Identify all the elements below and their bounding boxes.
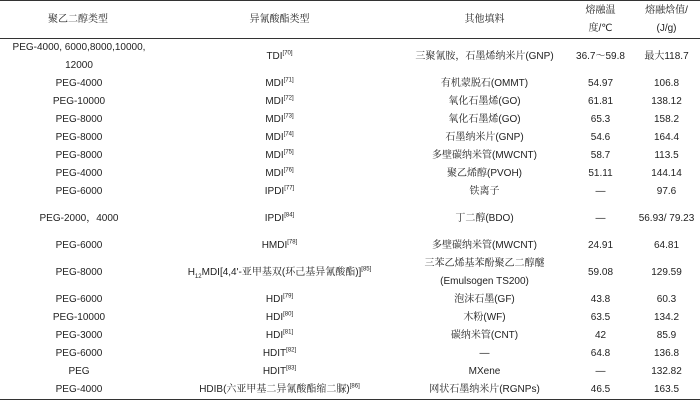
cell-polyol: PEG-8000 — [55, 132, 103, 143]
header-polyol: 聚乙二醇类型 — [0, 1, 158, 39]
cell-polyol: PEG-6000 — [55, 240, 103, 251]
cell-isocyanate — [158, 39, 401, 76]
isocyanate-name: MDI — [265, 78, 284, 89]
cell-enthalpy: 163.5 — [633, 381, 700, 400]
table-row — [0, 327, 700, 345]
reference-marker: [80] — [283, 311, 294, 318]
cell-filler: 铁离子 — [469, 186, 500, 197]
header-enthalpy-line1: 熔融焓值/ — [645, 4, 688, 16]
cell-melting-temp: 64.8 — [590, 348, 611, 359]
cell-polyol: PEG-2000，4000 — [39, 213, 119, 224]
isocyanate-name: HDIT — [262, 366, 287, 377]
cell-isocyanate — [158, 183, 401, 201]
isocyanate-name: H — [187, 267, 195, 278]
table-row — [0, 237, 700, 255]
cell-polyol: PEG-8000 — [55, 150, 103, 161]
cell-filler: 泡沫石墨(GF) — [454, 294, 515, 305]
cell-polyol: PEG-3000 — [55, 330, 103, 341]
cell-enthalpy: 136.8 — [653, 348, 680, 359]
reference-marker: [75] — [283, 149, 294, 156]
cell-filler: 三聚氰胺，石墨烯纳米片(GNP) — [415, 51, 554, 62]
cell-melting-temp: 36.7～59.8 — [576, 51, 625, 62]
cell-polyol: PEG — [68, 366, 90, 377]
cell-melting-temp: 43.8 — [590, 294, 611, 305]
table-row — [0, 381, 700, 400]
cell-polyol: PEG-6000 — [55, 348, 103, 359]
cell-isocyanate — [158, 93, 401, 111]
table-row — [0, 39, 700, 76]
cell-melting-temp: 54.97 — [587, 78, 614, 89]
cell-isocyanate — [158, 345, 401, 363]
cell-polyol: PEG-10000 — [52, 96, 106, 107]
isocyanate-name: MDI — [265, 96, 284, 107]
reference-marker: [73] — [283, 113, 294, 120]
cell-melting-temp: 58.7 — [590, 150, 611, 161]
reference-marker: [85] — [361, 266, 372, 273]
isocyanate-name: MDI — [265, 132, 284, 143]
cell-melting-temp: — — [595, 186, 606, 197]
cell-polyol: PEG-10000 — [52, 312, 106, 323]
cell-filler: — — [479, 348, 490, 359]
table-row — [0, 165, 700, 183]
cell-filler: 有机蒙脱石(OMMT) — [440, 78, 529, 89]
cell-filler: 氧化石墨烯(GO) — [448, 96, 521, 107]
cell-enthalpy: 85.9 — [656, 330, 677, 341]
cell-isocyanate — [158, 147, 401, 165]
cell-enthalpy: 106.8 — [653, 78, 680, 89]
header-enthalpy-line2: (J/g) — [656, 22, 677, 34]
cell-polyol: PEG-6000 — [55, 294, 103, 305]
cell-isocyanate — [158, 327, 401, 345]
header-melting-temp-line1: 熔融温 — [585, 4, 616, 16]
cell-polyol: PEG-4000 — [55, 168, 103, 179]
reference-marker: [83] — [286, 365, 297, 372]
cell-filler: 氧化石墨烯(GO) — [448, 114, 521, 125]
table-row — [0, 111, 700, 129]
header-isocyanate: 异氰酸酯类型 — [158, 1, 401, 39]
cell-melting-temp: 54.6 — [590, 132, 611, 143]
table-row — [0, 291, 700, 309]
cell-enthalpy: 144.14 — [651, 168, 682, 179]
cell-filler: 三苯乙烯基苯酚聚乙二醇醚 (Emulsogen TS200) — [424, 258, 545, 287]
cell-isocyanate — [158, 291, 401, 309]
table-row — [0, 201, 700, 237]
cell-enthalpy: 134.2 — [653, 312, 680, 323]
reference-marker: [79] — [283, 293, 294, 300]
header-melting-temp-line2: 度/℃ — [588, 22, 613, 34]
reference-marker: [71] — [283, 77, 294, 84]
isocyanate-name: HMDI — [261, 240, 288, 251]
cell-isocyanate — [158, 363, 401, 381]
cell-polyol: PEG-8000 — [55, 114, 103, 125]
cell-filler: 聚乙烯醇(PVOH) — [447, 168, 522, 179]
reference-marker: [72] — [283, 95, 294, 102]
cell-enthalpy: 132.82 — [651, 366, 682, 377]
cell-isocyanate — [158, 129, 401, 147]
cell-isocyanate — [158, 237, 401, 255]
reference-marker: [81] — [283, 329, 294, 336]
cell-filler: MXene — [468, 366, 501, 377]
reference-marker: [70] — [282, 50, 293, 57]
isocyanate-name-rest: MDI[4,4'-亚甲基双(环己基异氰酸酯)] — [201, 267, 362, 278]
cell-melting-temp: 46.5 — [568, 381, 633, 400]
isocyanate-name: MDI — [265, 114, 284, 125]
header-row — [0, 1, 700, 39]
cell-enthalpy: 138.12 — [651, 96, 682, 107]
cell-enthalpy: 60.3 — [656, 294, 677, 305]
reference-marker: [86] — [349, 383, 360, 390]
cell-enthalpy: 56.93/ 79.23 — [638, 213, 695, 224]
cell-polyol: PEG-8000 — [55, 267, 103, 278]
cell-enthalpy: 最大118.7 — [644, 51, 689, 62]
isocyanate-name: HDI — [265, 294, 284, 305]
isocyanate-name: MDI — [265, 150, 284, 161]
cell-melting-temp: — — [595, 213, 606, 224]
reference-marker: [78] — [287, 239, 298, 246]
reference-marker: [77] — [284, 185, 295, 192]
cell-melting-temp: 42 — [594, 330, 607, 341]
cell-isocyanate — [158, 309, 401, 327]
table-row — [0, 309, 700, 327]
header-melting-temp — [568, 1, 633, 39]
table-row — [0, 363, 700, 381]
cell-filler: 木粉(WF) — [463, 312, 506, 323]
cell-filler: 石墨纳米片(GNP) — [445, 132, 524, 143]
cell-enthalpy: 113.5 — [654, 150, 679, 161]
isocyanate-name: HDIB(六亚甲基二异氰酸酯缩二脲) — [199, 384, 350, 395]
isocyanate-name: HDI — [265, 330, 284, 341]
isocyanate-name: MDI — [265, 168, 284, 179]
header-filler: 其他填料 — [401, 1, 568, 39]
isocyanate-name: IPDI — [264, 213, 285, 224]
cell-isocyanate — [158, 381, 401, 400]
cell-enthalpy: 64.81 — [653, 240, 680, 251]
cell-isocyanate — [158, 201, 401, 237]
cell-polyol: PEG-4000, 6000,8000,10000, 12000 — [12, 42, 146, 71]
table-row — [0, 183, 700, 201]
header-enthalpy — [633, 1, 700, 39]
cell-filler: 多壁碳纳米管(MWCNT) — [432, 150, 537, 161]
table-row — [0, 93, 700, 111]
cell-melting-temp: 51.11 — [588, 168, 613, 179]
cell-filler: 碳纳米管(CNT) — [450, 330, 519, 341]
reference-marker: [74] — [283, 131, 294, 138]
cell-enthalpy: 158.2 — [653, 114, 680, 125]
isocyanate-name: HDI — [265, 312, 284, 323]
table-row — [0, 129, 700, 147]
table-body — [0, 39, 700, 400]
cell-enthalpy: 97.6 — [656, 186, 677, 197]
reference-marker: [84] — [284, 212, 295, 219]
cell-isocyanate — [158, 255, 401, 291]
cell-enthalpy: 129.59 — [651, 267, 682, 278]
cell-filler: 丁二醇(BDO) — [455, 213, 514, 224]
cell-enthalpy: 164.4 — [653, 132, 680, 143]
cell-polyol: PEG-4000 — [0, 381, 158, 400]
cell-melting-temp: 59.08 — [587, 267, 614, 278]
cell-melting-temp: 61.81 — [587, 96, 614, 107]
isocyanate-name: IPDI — [264, 186, 285, 197]
table-row — [0, 75, 700, 93]
cell-isocyanate — [158, 111, 401, 129]
cell-isocyanate — [158, 75, 401, 93]
reference-marker: [82] — [286, 347, 297, 354]
isocyanate-name: HDIT — [262, 348, 287, 359]
table-row — [0, 255, 700, 291]
isocyanate-name: TDI — [266, 51, 283, 62]
cell-isocyanate — [158, 165, 401, 183]
cell-melting-temp: 63.5 — [590, 312, 611, 323]
cell-filler: 多壁碳纳米管(MWCNT) — [432, 240, 537, 251]
cell-filler: 网状石墨纳米片(RGNPs) — [401, 381, 568, 400]
table-row — [0, 345, 700, 363]
cell-polyol: PEG-6000 — [55, 186, 103, 197]
cell-melting-temp: 24.91 — [587, 240, 614, 251]
cell-polyol: PEG-4000 — [55, 78, 103, 89]
isocyanate-subscript: 12 — [194, 274, 202, 280]
cell-melting-temp: — — [595, 366, 606, 377]
reference-marker: [76] — [283, 167, 294, 174]
cell-melting-temp: 65.3 — [590, 114, 611, 125]
table-row — [0, 147, 700, 165]
